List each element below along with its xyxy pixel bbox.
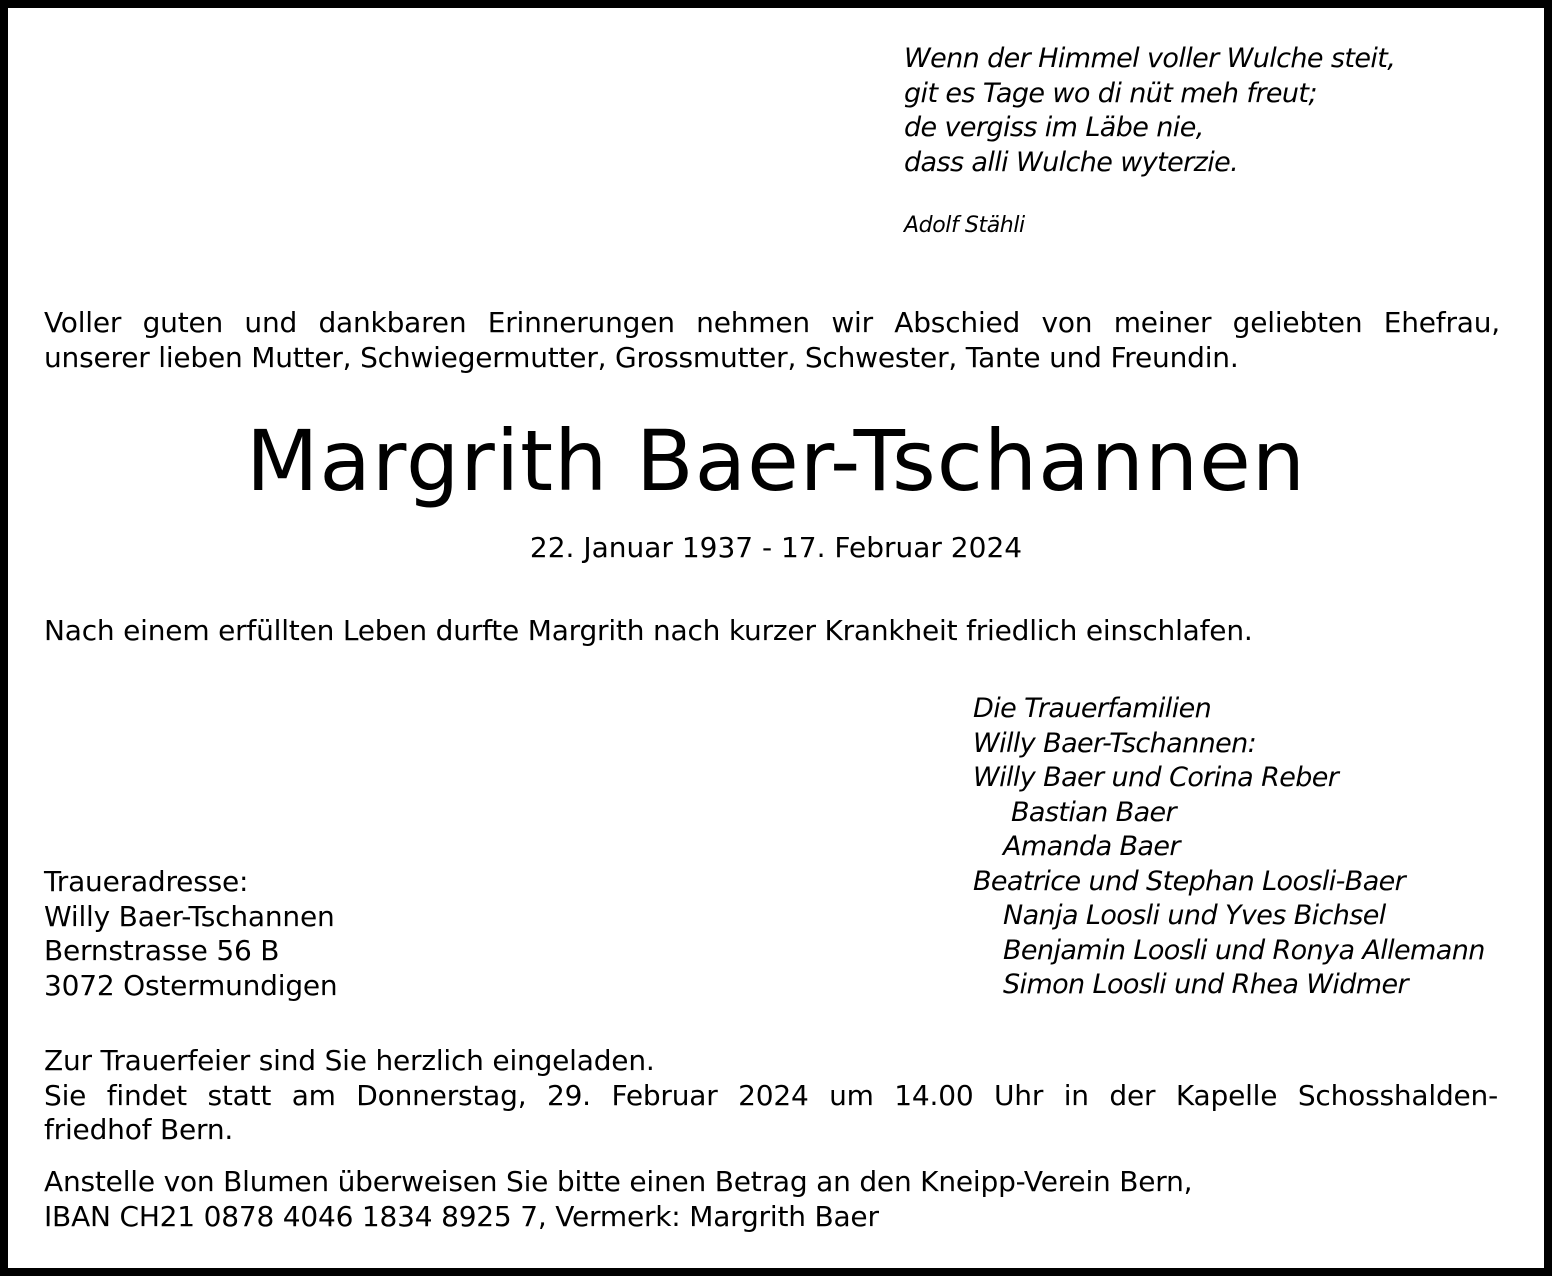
ceremony-line: Zur Trauerfeier sind Sie herzlich eingeladen. xyxy=(44,1044,655,1077)
family-member: Benjamin Loosli und Ronya Allemann xyxy=(1003,934,1485,966)
deceased-name: Margrith Baer-Tschannen xyxy=(245,412,1307,510)
address-name: Willy Baer-Tschannen xyxy=(44,899,335,933)
mourning-address xyxy=(44,865,337,1003)
intro-text xyxy=(44,305,1500,375)
donation-info xyxy=(44,1165,1192,1234)
poem-line: git es Tage wo di nüt meh freut; xyxy=(904,77,1317,109)
intro-line: Voller guten und dankbaren Erinnerungen nehmen wir Abschied von meiner geliebten Ehefrau, xyxy=(44,306,1500,339)
ceremony-line: friedhof Bern. xyxy=(44,1113,234,1146)
poem-author: Adolf Stähli xyxy=(904,213,1025,238)
address-city: 3072 Ostermundigen xyxy=(44,968,338,1002)
address-label: Traueradresse: xyxy=(44,865,249,898)
family-member: Willy Baer und Corina Reber xyxy=(973,762,1339,793)
family-member: Amanda Baer xyxy=(1003,831,1180,862)
family-member: Willy Baer-Tschannen: xyxy=(973,727,1257,759)
poem-line: Wenn der Himmel voller Wulche steit, xyxy=(904,43,1396,74)
family-member: Nanja Loosli und Yves Bichsel xyxy=(1003,900,1386,931)
intro-line: unserer lieben Mutter, Schwiegermutter, Grossmutter, Schwester, Tante und Freundin. xyxy=(44,341,1239,374)
poem-line: de vergiss im Läbe nie, xyxy=(904,112,1204,143)
family-member: Bastian Baer xyxy=(1011,796,1177,828)
life-dates: 22. Januar 1937 - 17. Februar 2024 xyxy=(529,531,1023,564)
family-member: Simon Loosli und Rhea Widmer xyxy=(1003,969,1408,1000)
poem-line: dass alli Wulche wyterzie. xyxy=(904,146,1239,178)
donation-iban: IBAN CH21 0878 4046 1834 8925 7, Vermerk: Margrith Baer xyxy=(44,1199,879,1233)
mourning-family-list xyxy=(973,692,1485,1003)
donation-line: Anstelle von Blumen überweisen Sie bitte einen Betrag an den Kneipp-Verein Bern, xyxy=(44,1165,1193,1198)
family-member: Beatrice und Stephan Loosli-Baer xyxy=(973,865,1406,897)
ceremony-info xyxy=(44,1044,1498,1148)
death-note: Nach einem erfüllten Leben durfte Margrith nach kurzer Krankheit friedlich einschlafen. xyxy=(44,614,1253,647)
ceremony-line: Sie findet statt am Donnerstag, 29. Februar 2024 um 14.00 Uhr in der Kapelle Schosshalden- xyxy=(44,1078,1498,1112)
address-street: Bernstrasse 56 B xyxy=(44,934,280,967)
poem xyxy=(904,42,1395,180)
family-heading: Die Trauerfamilien xyxy=(973,693,1212,724)
